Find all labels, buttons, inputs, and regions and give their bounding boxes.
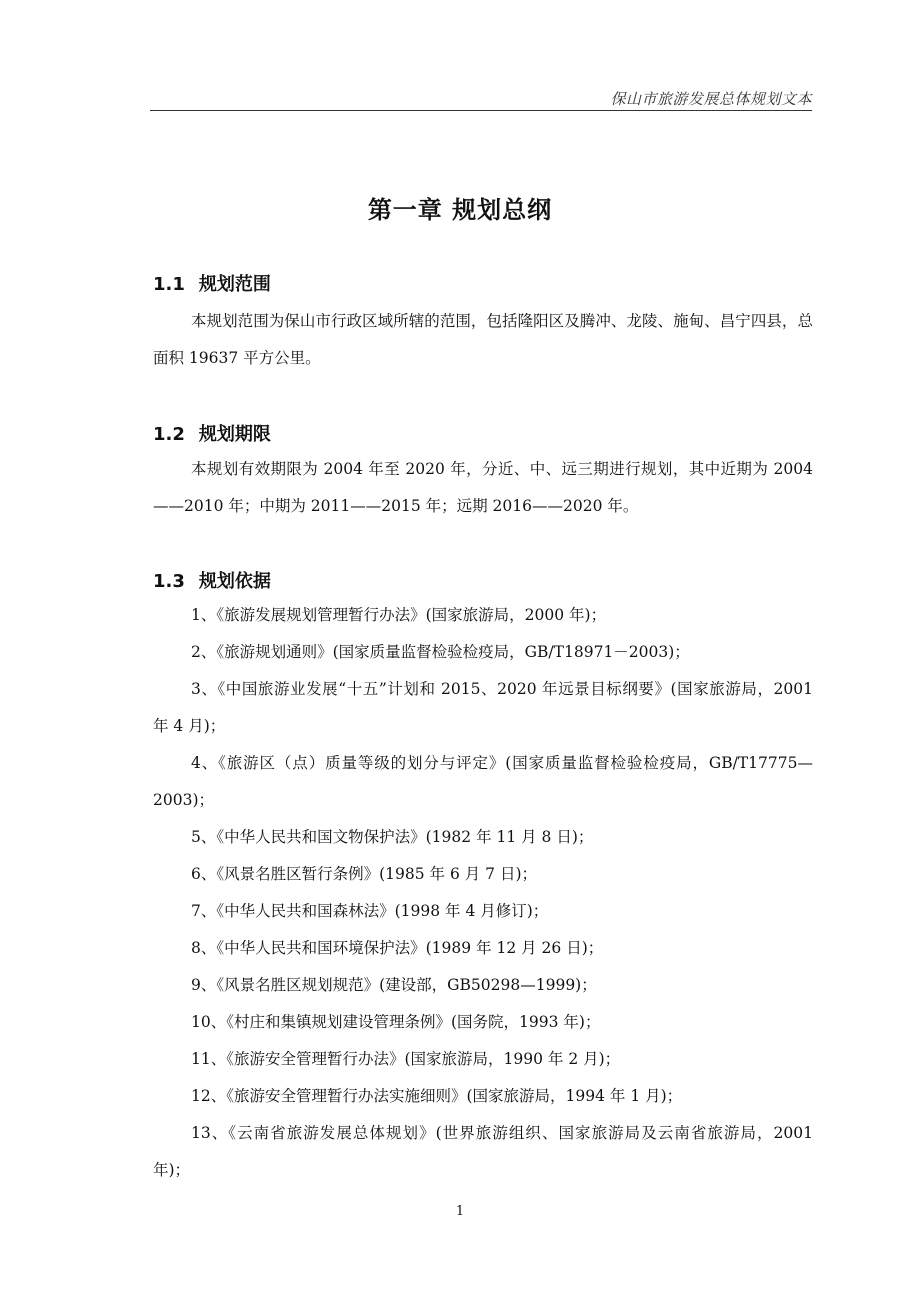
- section-number: 1.3: [153, 571, 185, 592]
- page-header: [150, 86, 812, 111]
- reference-item: 6、《风景名胜区暂行条例》(1985 年 6 月 7 日)；: [191, 865, 538, 883]
- reference-item: 1、《旅游发展规划管理暂行办法》(国家旅游局，2000 年)；: [191, 606, 607, 624]
- reference-item: 12、《旅游安全管理暂行办法实施细则》(国家旅游局，1994 年 1 月)；: [191, 1087, 683, 1105]
- reference-item: 9、《风景名胜区规划规范》(建设部，GB50298—1999)；: [191, 976, 597, 994]
- running-title: 保山市旅游发展总体规划文本: [610, 90, 812, 108]
- section-heading-1-3: [153, 567, 271, 593]
- section-title: 规划期限: [198, 424, 271, 445]
- reference-item: 7、《中华人民共和国森林法》(1998 年 4 月修订)；: [191, 902, 549, 920]
- reference-list: [153, 597, 813, 1189]
- page-number: 1: [455, 1204, 465, 1219]
- reference-item: 5、《中华人民共和国文物保护法》(1982 年 11 月 8 日)；: [191, 828, 594, 846]
- section-heading-1-2: [153, 420, 271, 446]
- section-number: 1.2: [153, 424, 185, 445]
- section-heading-1-1: [153, 270, 271, 296]
- section-1-2-body: 本规划有效期限为 2004 年至 2020 年，分近、中、远三期进行规划，其中近期为 2004——2010 年；中期为 2011——2015 年；远期 2016——2020 年。: [153, 460, 813, 515]
- reference-item: 13、《云南省旅游发展总体规划》(世界旅游组织、国家旅游局及云南省旅游局，2001 年)；: [153, 1124, 813, 1179]
- section-title: 规划依据: [198, 571, 271, 592]
- reference-item: 4、《旅游区（点）质量等级的划分与评定》(国家质量监督检验检疫局，GB/T17775—2003)；: [153, 754, 813, 809]
- reference-item: 10、《村庄和集镇规划建设管理条例》(国务院，1993 年)；: [191, 1013, 601, 1031]
- chapter-title: 第一章 规划总纲: [367, 196, 553, 224]
- reference-item: 3、《中国旅游业发展“十五”计划和 2015、2020 年远景目标纲要》(国家旅游局，2001 年 4 月)；: [153, 680, 813, 735]
- section-1-1-body: 本规划范围为保山市行政区域所辖的范围，包括隆阳区及腾冲、龙陵、施甸、昌宁四县，总面积 19637 平方公里。: [153, 312, 813, 367]
- reference-item: 11、《旅游安全管理暂行办法》(国家旅游局，1990 年 2 月)；: [191, 1050, 621, 1068]
- reference-item: 2、《旅游规划通则》(国家质量监督检验检疫局，GB/T18971－2003)；: [191, 643, 690, 661]
- section-number: 1.1: [153, 274, 185, 295]
- section-title: 规划范围: [198, 274, 271, 295]
- reference-item: 8、《中华人民共和国环境保护法》(1989 年 12 月 26 日)；: [191, 939, 604, 957]
